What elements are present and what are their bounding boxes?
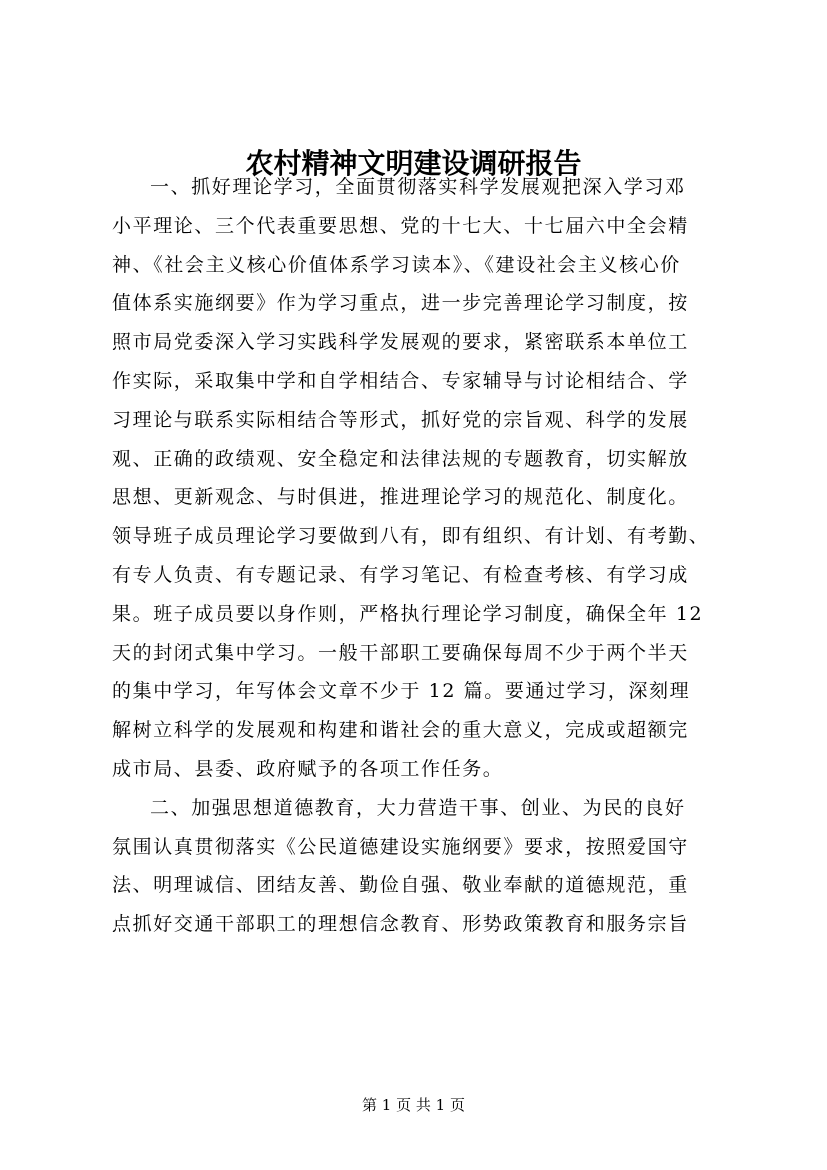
paragraph-1-line-4: 值体系实施纲要》作为学习重点，进一步完善理论学习制度，按 (112, 292, 689, 315)
paragraph-1-line-16: 成市局、县委、政府赋予的各项工作任务。 (112, 757, 504, 780)
paragraph-2-line-4: 点抓好交通干部职工的理想信念教育、形势政策教育和服务宗旨 (112, 913, 689, 936)
paragraph-1-line-5: 照市局党委深入学习实践科学发展观的要求，紧密联系本单位工 (112, 331, 689, 354)
paragraph-1-line-12: 果。班子成员要以身作则，严格执行理论学习制度，确保全年 12 (112, 602, 704, 625)
document-title: 农村精神文明建设调研报告 (245, 147, 582, 180)
paragraph-1-line-14: 的集中学习，年写体会文章不少于 12 篇。要通过学习，深刻理 (112, 680, 691, 703)
document-body (112, 168, 724, 944)
paragraph-1-line-7: 习理论与联系实际相结合等形式，抓好党的宗旨观、科学的发展 (112, 408, 689, 431)
paragraph-1-line-15: 解树立科学的发展观和构建和谐社会的重大意义，完成或超额完 (112, 719, 689, 742)
paragraph-1-line-3: 神、《社会主义核心价值体系学习读本》、《建设社会主义核心价 (112, 253, 681, 276)
paragraph-1-line-2: 小平理论、三个代表重要思想、党的十七大、十七届六中全会精 (112, 214, 689, 237)
paragraph-1-line-13: 天的封闭式集中学习。一般干部职工要确保每周不少于两个半天 (112, 641, 689, 664)
paragraph-1-line-11: 有专人负责、有专题记录、有学习笔记、有检查考核、有学习成 (112, 563, 689, 586)
paragraph-1-line-6: 作实际，采取集中学和自学相结合、专家辅导与讨论相结合、学 (112, 369, 689, 392)
paragraph-2-line-1: 二、加强思想道德教育，大力营造干事、创业、为民的良好 (150, 796, 686, 819)
page-number-footer: 第 1 页 共 1 页 (362, 1096, 465, 1114)
paragraph-2-line-2: 氛围认真贯彻落实《公民道德建设实施纲要》要求，按照爱国守 (112, 835, 689, 858)
paragraph-1-line-1: 一、抓好理论学习，全面贯彻落实科学发展观把深入学习邓 (150, 176, 686, 198)
paragraph-1-line-10: 领导班子成员理论学习要做到八有，即有组织、有计划、有考勤、 (112, 525, 710, 548)
paragraph-1-line-9: 思想、更新观念、与时俱进，推进理论学习的规范化、制度化。 (112, 486, 689, 509)
paragraph-1-line-8: 观、正确的政绩观、安全稳定和法律法规的专题教育，切实解放 (112, 447, 689, 470)
paragraph-2-line-3: 法、明理诚信、团结友善、勤俭自强、敬业奉献的道德规范，重 (112, 874, 689, 897)
